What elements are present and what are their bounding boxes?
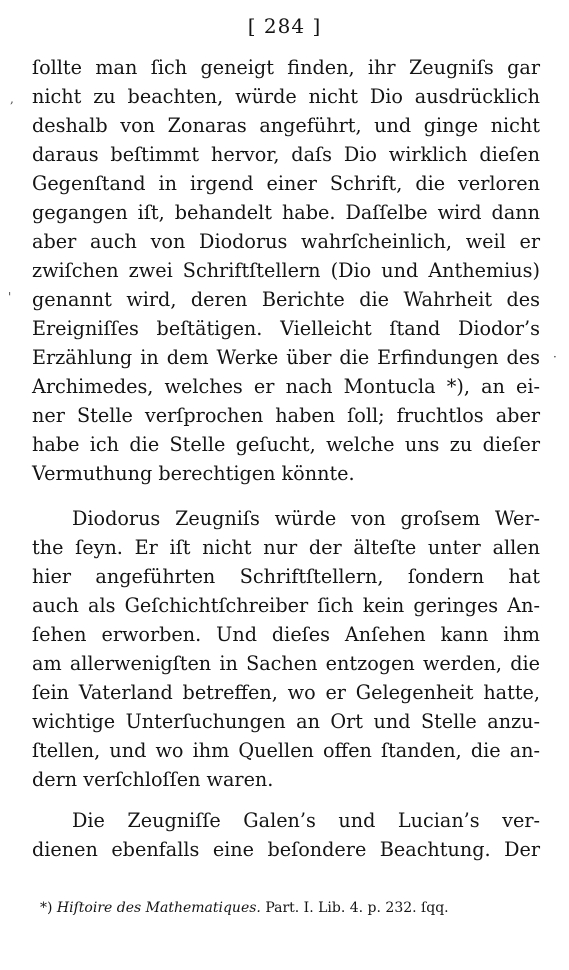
text-line: Vermuthung berechtigen könnte.	[32, 462, 355, 485]
footnote-marker: *)	[40, 900, 53, 916]
text-line: dienen ebenfalls eine beſondere Beachtung. Der	[32, 838, 540, 861]
text-line: am allerwenigſten in Sachen entzogen werden, die	[32, 652, 540, 675]
text-line: ſtellen, und wo ihm Quellen offen ſtanden, die an-	[32, 739, 540, 762]
text-line: dern verſchloſſen waren.	[32, 768, 274, 791]
text-line: ner Stelle verſprochen haben ſoll; fruchtlos aber	[32, 404, 540, 427]
margin-speck: '	[8, 290, 12, 304]
paragraph-1	[32, 53, 540, 488]
paragraph-2	[32, 504, 540, 794]
footnote-reference: Part. I. Lib. 4. p. 232. ſqq.	[265, 900, 449, 916]
footnote	[40, 900, 520, 916]
page-number: [ 284 ]	[247, 14, 322, 38]
text-line: daraus beſtimmt hervor, daſs Dio wirklich dieſen	[32, 143, 540, 166]
text-line: ſehen erworben. Und dieſes Anſehen kann ihm	[32, 623, 540, 646]
text-line: deshalb von Zonaras angeführt, und ginge nicht	[32, 114, 540, 137]
text-line: genannt wird, deren Berichte die Wahrheit des	[32, 288, 540, 311]
text-line: ſein Vaterland betreffen, wo er Gelegenheit hatte,	[32, 681, 540, 704]
footnote-work-title: Hiſtoire des Mathematiques.	[56, 900, 261, 916]
text-line: Erzählung in dem Werke über die Erfindungen des	[32, 346, 540, 369]
text-line: habe ich die Stelle geſucht, welche uns zu dieſer	[32, 433, 540, 456]
text-line: ſollte man ſich geneigt finden, ihr Zeugniſs gar	[32, 56, 540, 79]
text-line: wichtige Unterſuchungen an Ort und Stelle anzu-	[32, 710, 540, 733]
text-line: gegangen iſt, behandelt habe. Daſſelbe wird dann	[32, 201, 540, 224]
text-line: Archimedes, welches er nach Montucla *), an ei-	[32, 375, 540, 398]
text-line: nicht zu beachten, würde nicht Dio ausdrücklich	[32, 85, 540, 108]
margin-speck: ·	[553, 350, 557, 364]
text-line: hier angeführten Schriftſtellern, ſondern hat	[32, 565, 540, 588]
text-line: Die Zeugniſſe Galen’s und Lucian’s ver-	[72, 809, 540, 832]
paragraph-3	[32, 806, 540, 864]
text-line: the ſeyn. Er iſt nicht nur der älteſte unter allen	[32, 536, 540, 559]
text-line: Diodorus Zeugniſs würde von groſsem Wer-	[72, 507, 540, 530]
text-line: aber auch von Diodorus wahrſcheinlich, weil er	[32, 230, 540, 253]
text-line: auch als Geſchichtſchreiber ſich kein geringes An-	[32, 594, 540, 617]
text-line: Gegenſtand in irgend einer Schrift, die verloren	[32, 172, 540, 195]
text-line: zwiſchen zwei Schriftſtellern (Dio und Anthemius)	[32, 259, 540, 282]
margin-speck: ,	[10, 92, 14, 106]
text-line: Ereigniſſes beſtätigen. Vielleicht ſtand Diodor’s	[32, 317, 540, 340]
